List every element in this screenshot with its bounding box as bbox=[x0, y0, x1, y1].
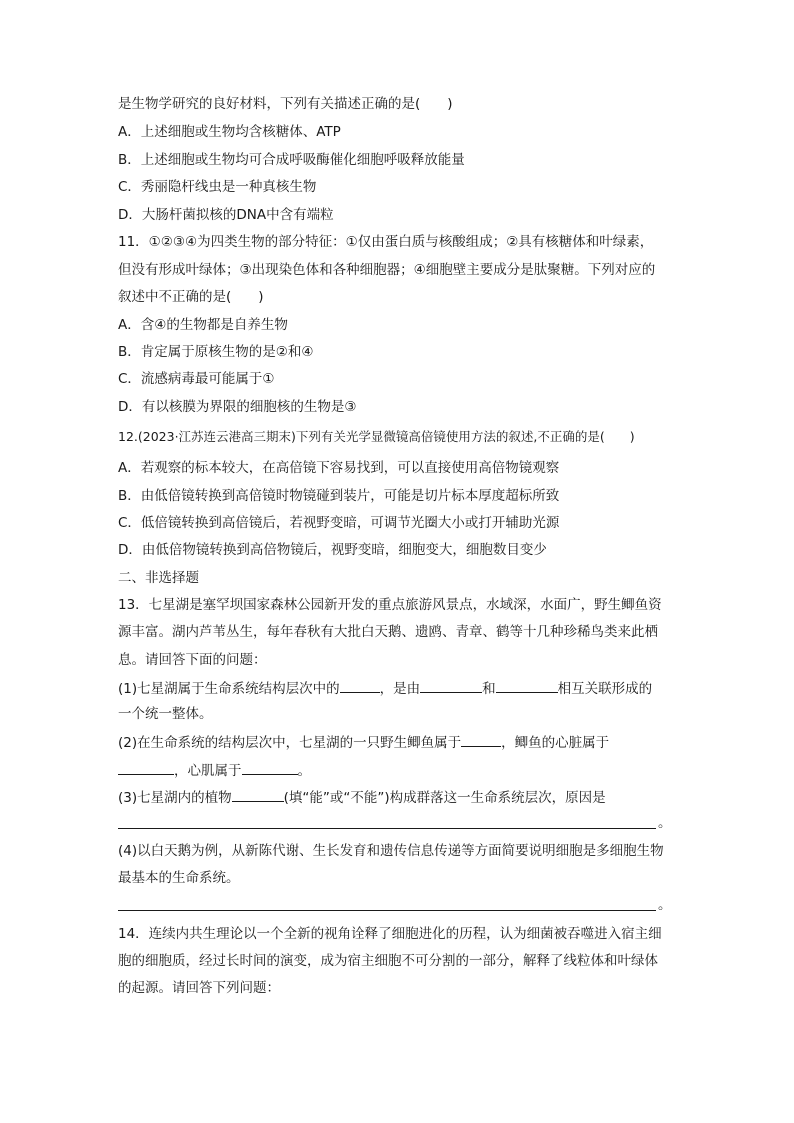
q14-stem-line-2: 胞的细胞质，经过长时间的演变，成为宿主细胞不可分割的一部分，解释了线粒体和叶绿体 bbox=[118, 953, 658, 969]
q13-part-4-line-2: 最基本的生命系统。 bbox=[118, 870, 240, 886]
q12-option-a: A．若观察的标本较大，在高倍镜下容易找到，可以直接使用高倍物镜观察 bbox=[118, 460, 560, 476]
answer-blank[interactable] bbox=[118, 760, 174, 775]
q12-option-d: D．由低倍物镜转换到高倍物镜后，视野变暗，细胞变大，细胞数目变少 bbox=[118, 542, 547, 558]
q14-stem-line-1: 14．连续内共生理论以一个全新的视角诠释了细胞进化的历程，认为细菌被吞噬进入宿主细 bbox=[118, 926, 662, 942]
q13-part-2-text-d: 。 bbox=[297, 763, 311, 779]
answer-blank[interactable] bbox=[340, 678, 380, 693]
q13-part-2-text-b: ，鲫鱼的心脏属于 bbox=[501, 735, 610, 751]
q10-stem-line: 是生物学研究的良好材料，下列有关描述正确的是( ) bbox=[118, 96, 453, 112]
q10-option-c: C．秀丽隐杆线虫是一种真核生物 bbox=[118, 179, 317, 195]
answer-blank[interactable] bbox=[242, 760, 298, 775]
q13-part-2-text-a: (2)在生命系统的结构层次中，七星湖的一只野生鲫鱼属于 bbox=[118, 735, 462, 751]
q11-stem-line-3: 叙述中不正确的是( ) bbox=[118, 289, 264, 305]
q13-part-3 bbox=[118, 787, 678, 807]
q11-option-a: A．含④的生物都是自养生物 bbox=[118, 317, 288, 333]
q13-part-1 bbox=[118, 678, 678, 698]
q10-option-d: D．大肠杆菌拟核的DNA中含有端粒 bbox=[118, 207, 334, 223]
q11-option-c: C．流感病毒最可能属于① bbox=[118, 371, 275, 387]
q13-stem-line-2: 源丰富。湖内芦苇丛生，每年春秋有大批白天鹅、遗鸥、青章、鹤等十几种珍稀鸟类来此栖 bbox=[118, 624, 658, 640]
q11-stem-line-1: 11．①②③④为四类生物的部分特征：①仅由蛋白质与核酸组成；②具有核糖体和叶绿素， bbox=[118, 234, 654, 250]
q12-option-c: C．低倍镜转换到高倍镜后，若视野变暗，可调节光圈大小或打开辅助光源 bbox=[118, 515, 560, 531]
answer-line[interactable] bbox=[118, 910, 656, 911]
q12-option-b: B．由低倍镜转换到高倍镜时物镜碰到装片，可能是切片标本厚度超标所致 bbox=[118, 488, 560, 504]
q13-part-3-text-b: (填“能”或“不能”)构成群落这一生命系统层次，原因是 bbox=[283, 790, 606, 806]
answer-line[interactable] bbox=[118, 828, 656, 829]
q10-option-b: B．上述细胞或生物均可合成呼吸酶催化细胞呼吸释放能量 bbox=[118, 152, 465, 168]
q13-stem-line-3: 息。请回答下面的问题： bbox=[118, 652, 267, 668]
q13-part-4-line-1: (4)以白天鹅为例，从新陈代谢、生长发育和遗传信息传递等方面简要说明细胞是多细胞生物 bbox=[118, 843, 664, 859]
answer-blank[interactable] bbox=[461, 732, 501, 747]
q12-stem: 12.(2023·江苏连云港高三期末)下列有关光学显微镜高倍镜使用方法的叙述,不正确的是( ) bbox=[118, 429, 635, 444]
q13-part-1-text-b: ，是由 bbox=[379, 681, 421, 697]
q13-part-1-text-a: (1)七星湖属于生命系统结构层次中的 bbox=[118, 681, 340, 697]
q13-part-3-text-a: (3)七星湖内的植物 bbox=[118, 790, 232, 806]
q13-part-2-cont bbox=[118, 760, 678, 780]
q11-stem-line-2: 但没有形成叶绿体；③出现染色体和各种细胞器；④细胞壁主要成分是肽聚糖。下列对应的 bbox=[118, 262, 656, 278]
q14-stem-line-3: 的起源。请回答下列问题： bbox=[118, 980, 280, 996]
q13-stem-line-1: 13．七星湖是塞罕坝国家森林公园新开发的重点旅游风景点，水域深，水面广，野生鲫鱼资 bbox=[118, 597, 662, 613]
q10-option-a: A．上述细胞或生物均含核糖体、ATP bbox=[118, 124, 341, 140]
q13-part-1-cont: 一个统一整体。 bbox=[118, 706, 213, 722]
answer-line-end: 。 bbox=[658, 815, 672, 831]
q11-option-d: D．有以核膜为界限的细胞核的生物是③ bbox=[118, 399, 357, 415]
section-heading: 二、非选择题 bbox=[118, 570, 199, 586]
q11-option-b: B．肯定属于原核生物的是②和④ bbox=[118, 344, 314, 360]
q13-part-1-text-d: 相互关联形成的 bbox=[557, 681, 653, 697]
answer-blank[interactable] bbox=[496, 678, 558, 693]
q13-part-1-text-c: 和 bbox=[482, 681, 496, 697]
answer-blank[interactable] bbox=[232, 787, 284, 802]
q13-part-2-text-c: ，心肌属于 bbox=[174, 763, 242, 779]
q13-part-2 bbox=[118, 732, 678, 752]
answer-blank[interactable] bbox=[420, 678, 482, 693]
answer-line-end: 。 bbox=[658, 897, 672, 913]
